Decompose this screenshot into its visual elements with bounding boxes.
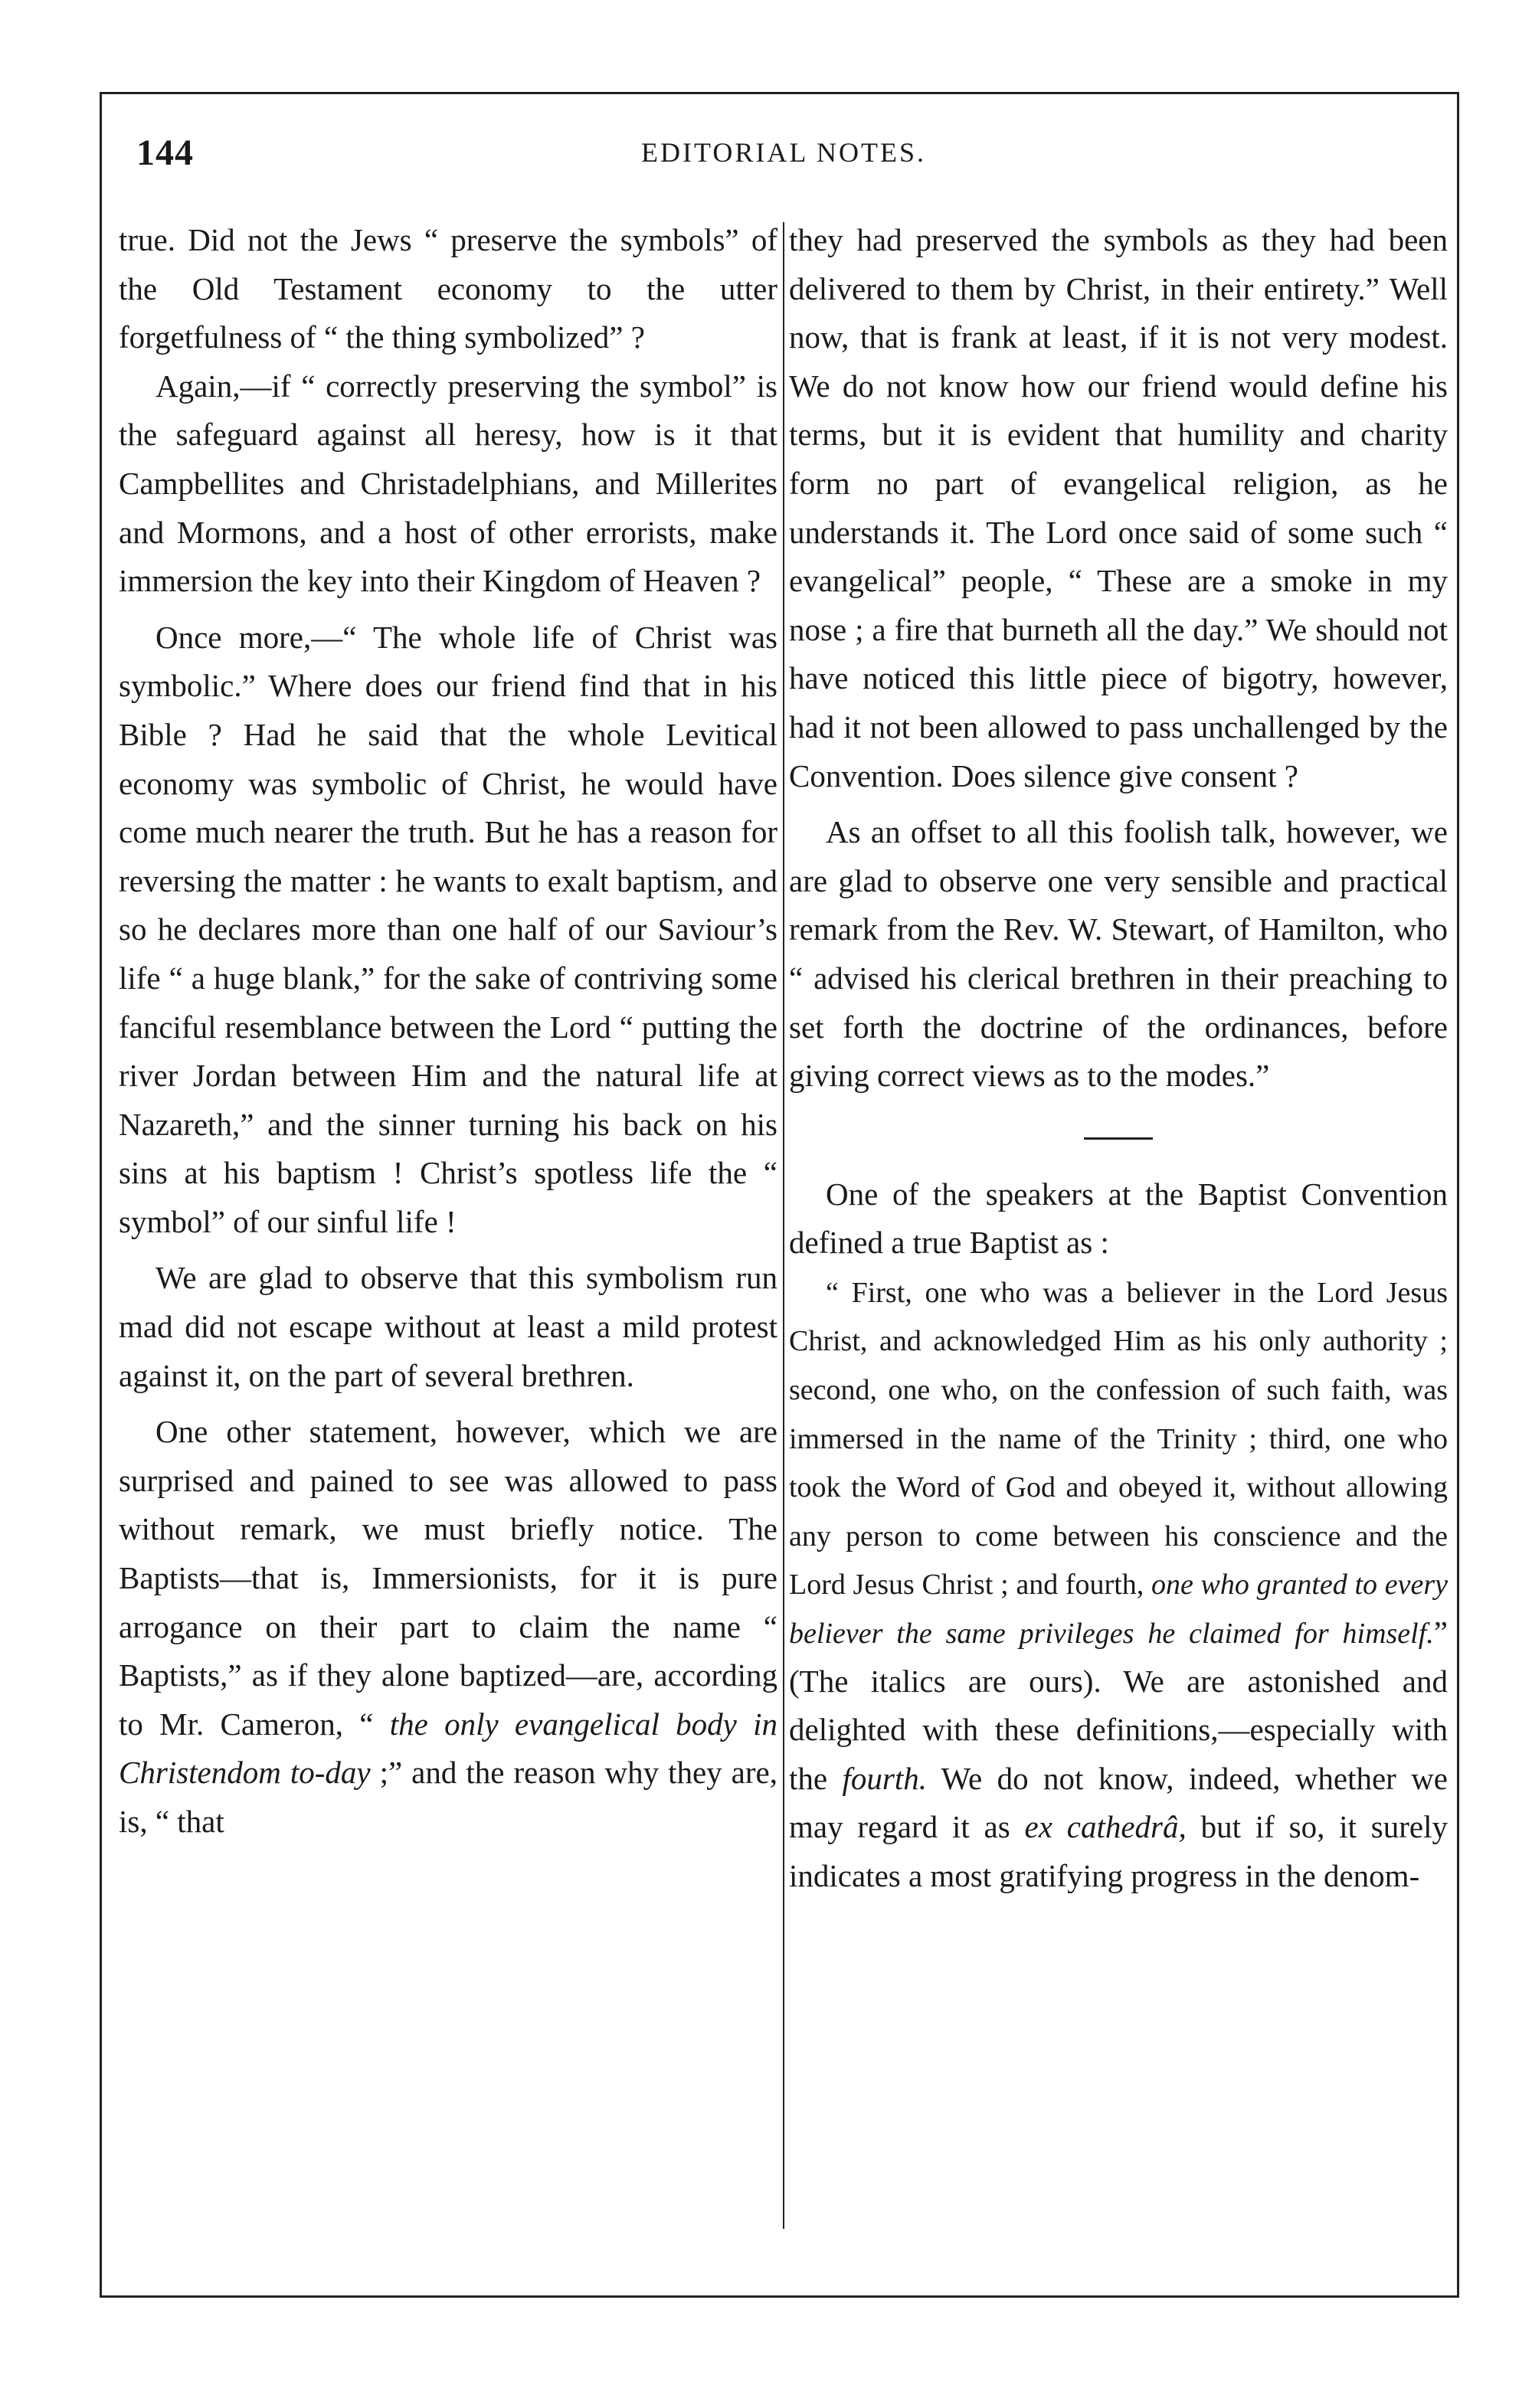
- paragraph: true. Did not the Jews “ preserve the symbols” of the Old Testament economy to the utter forgetfulness of “ the thing symbolized” ?: [119, 222, 777, 355]
- paragraph: Once more,—“ The whole life of Christ was symbolic.” Where does our friend find that in his Bible ? Had he said that the whole Levitical economy was symbolic of Christ, he would have come much nearer the truth. But he has a reason for reversing the matter : he wants to exalt baptism, and so he declares more than one half of our Saviour’s life “ a huge blank,” for the sake of contriving some fanciful resemblance between the Lord “ putting the river Jordan between Him and the natural life at Nazareth,” and the sinner turning his back on his sins at his baptism ! Christ’s spotless life the “ symbol” of our sinful life !: [119, 619, 777, 1239]
- italic-text: ex cathedrâ,: [1024, 1809, 1187, 1845]
- page-number: 144: [136, 133, 194, 173]
- block-quote: “ First, one who was a believer in the Lord Jesus Christ, and acknowledged Him as his only authority ; second, one who, on the confession of such faith, was immersed in the name of the Trinity ; third, one who took the Word of God and obeyed it, without allowing any person to come between his conscience and the Lord Jesus Christ ; and fourth,: [789, 1276, 1448, 1602]
- running-head: EDITORIAL NOTES.: [641, 137, 926, 168]
- text-run: but if so, it surely indicates a most gratifying progress in the denom-: [789, 1809, 1448, 1893]
- page-header: [136, 132, 1431, 178]
- text-run: ;” and the reason why they are, is, “ that: [119, 1755, 777, 1839]
- quote-paragraph: [789, 1268, 1448, 1901]
- paragraph: [119, 1408, 777, 1846]
- right-border-rule: [1457, 92, 1459, 2298]
- right-column: [789, 216, 1448, 1901]
- left-border-rule: [100, 92, 102, 2298]
- text-run: We do not know, indeed, whether we may regard it as: [789, 1760, 1449, 1845]
- left-column: [119, 216, 777, 1847]
- top-border-rule: [100, 92, 1459, 94]
- paragraph: As an offset to all this foolish talk, however, we are glad to observe one very sensible and practical remark from the Rev. W. Stewart, of Hamilton, who “ advised his clerical brethren in their preaching to set forth the doctrine of the ordinances, before giving correct views as to the modes.”: [789, 814, 1448, 1094]
- italic-text: the only evangelical body in Christendom to-day: [119, 1706, 777, 1791]
- paragraph: Again,—if “ correctly preserving the symbol” is the safeguard against all heresy, how is it that Campbellites and Christadelphians, and Millerites and Mormons, and a host of other errorists, make immersion the key into their Kingdom of Heaven ?: [119, 368, 777, 599]
- paragraph: One of the speakers at the Baptist Convention defined a true Baptist as :: [789, 1176, 1448, 1261]
- column-divider: [783, 222, 784, 2229]
- text-run: One other statement, however, which we are surprised and pained to see was allowed to pass without remark, we must briefly notice. The Baptists—that is, Immersionists, for it is pure arrogance on their part to claim the name “ Baptists,” as if they alone baptized—are, according to Mr. Cameron, “: [119, 1414, 777, 1742]
- section-separator: [1084, 1137, 1153, 1140]
- bottom-border-rule: [100, 2295, 1459, 2298]
- italic-text: fourth.: [842, 1760, 927, 1796]
- paragraph: they had preserved the symbols as they had been delivered to them by Christ, in their entirety.” Well now, that is frank at least, if it is not very modest. We do not know how our friend would define his terms, but it is evident that humility and charity form no part of evangelical religion, as he understands it. The Lord once said of some such “ evangelical” people, “ These are a smoke in my nose ; a fire that burneth all the day.” We should not have noticed this little piece of bigotry, however, had it not been allowed to pass unchallenged by the Convention. Does silence give consent ?: [789, 222, 1448, 793]
- paragraph: We are glad to observe that this symbolism run mad did not escape without at least a mild protest against it, on the part of several brethren.: [119, 1260, 777, 1393]
- text-run: ” (The italics are ours). We are astonished and delighted with these definitions,—especially with the: [789, 1615, 1448, 1796]
- italic-text: one who granted to every believer the same privileges he claimed for himself.: [789, 1569, 1449, 1651]
